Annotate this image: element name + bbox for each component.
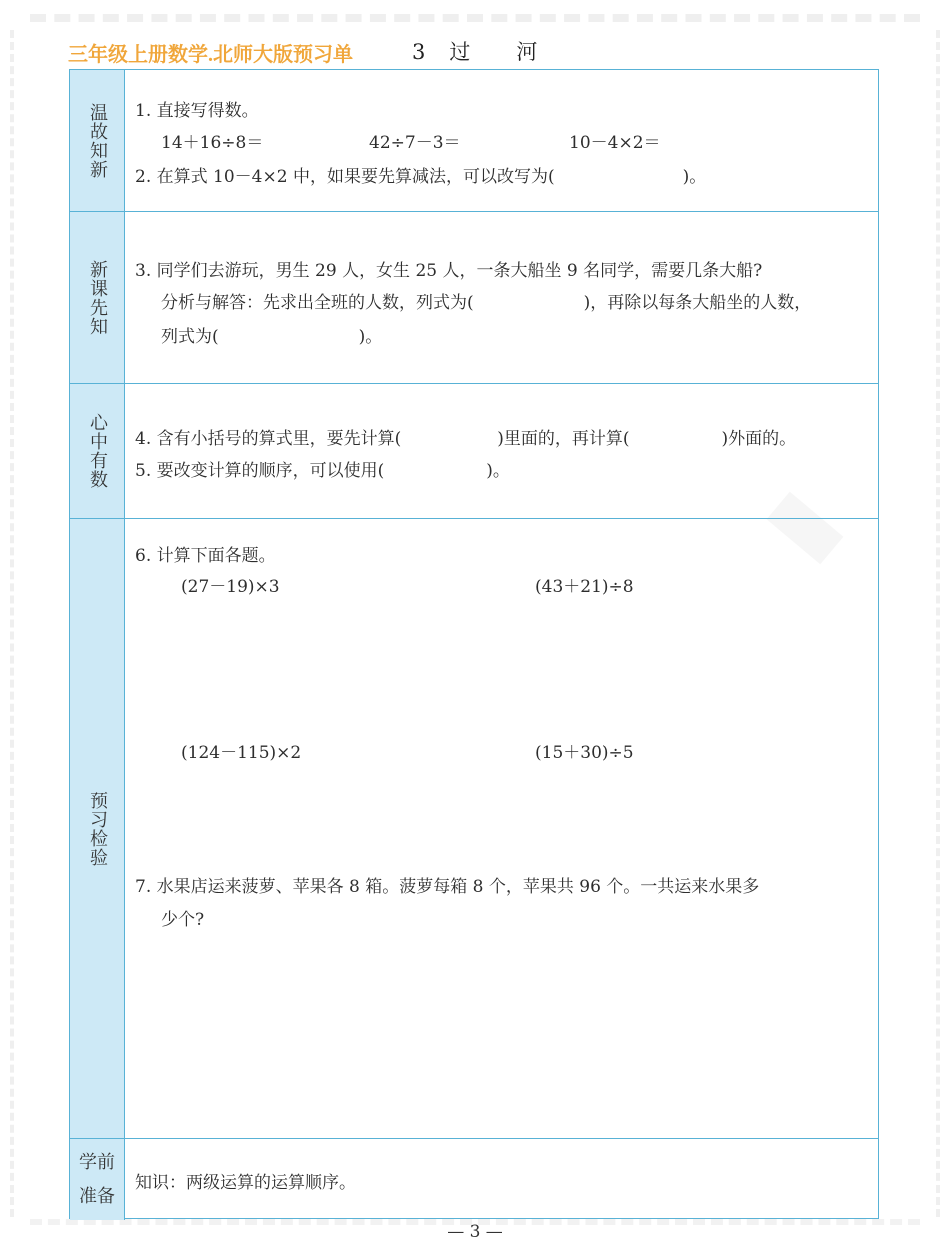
section-key-points [70,384,878,519]
question-5 [135,456,510,481]
question-3-text-c: 列式为( [161,327,219,347]
question-3-text-d: )。 [358,327,383,347]
question-6-title: 6. 计算下面各题。 [135,546,276,566]
lesson-title-char-1: 过 [449,40,473,64]
section-label-top: 学前 [79,1151,115,1173]
question-4-text-c: )外面的。 [721,429,797,449]
worksheet-table [69,69,879,1219]
question-2 [135,162,706,187]
question-4-text-a: 4. 含有小括号的算式里，要先计算( [135,429,402,449]
section-content [125,70,878,211]
section-label [70,1139,125,1220]
question-2-close: )。 [682,167,707,187]
section-new-lesson [70,212,878,384]
section-label-text: 温故知新 [87,102,108,179]
question-1-expr-b: 42÷7－3＝ [369,133,461,153]
question-7-line-2: 少个? [161,910,205,930]
lesson-number: 3 [412,40,428,64]
section-label-text: 新课先知 [87,259,108,336]
question-6-expr-d: (15＋30)÷5 [535,743,634,763]
section-content [125,384,878,518]
question-3-line-2 [161,288,811,313]
section-label [70,519,125,1138]
question-4-text-b: )里面的，再计算( [497,429,630,449]
section-content [125,1139,878,1220]
question-3-line-1: 3. 同学们去游玩，男生 29 人，女生 25 人，一条大船坐 9 名同学，需要几条大船? [135,261,763,281]
section-label [70,384,125,518]
section-review [70,70,878,212]
section-label-text: 心中有数 [87,413,108,489]
lesson-title-char-2: 河 [516,40,540,64]
question-1-expr-a: 14＋16÷8＝ [161,133,264,153]
question-3-text-b: )，再除以每条大船坐的人数， [583,293,812,313]
question-7-line-1: 7. 水果店运来菠萝、苹果各 8 箱。菠萝每箱 8 个，苹果共 96 个。一共运来水果多 [135,877,760,897]
section-preparation [70,1139,878,1220]
question-6-expr-a: (27－19)×3 [181,577,280,597]
page-border-left [10,30,14,1217]
question-5-text-b: )。 [486,461,510,481]
series-title: 三年级上册数学.北师大版预习单 [68,44,353,66]
section-label-text [79,1146,115,1214]
question-3-line-3 [161,322,382,347]
question-6-expr-b: (43＋21)÷8 [535,577,634,597]
section-content [125,212,878,383]
question-5-text-a: 5. 要改变计算的顺序，可以使用( [135,461,385,481]
page-border-top [30,14,920,22]
question-2-text: 2. 在算式 10－4×2 中，如果要先算减法，可以改写为( [135,167,555,187]
question-1-expr-c: 10－4×2＝ [569,133,661,153]
section-preview-check [70,519,878,1139]
question-6-expr-c: (124－115)×2 [181,743,302,763]
question-3-text-a: 分析与解答：先求出全班的人数，列式为( [161,293,474,313]
question-1-title: 1. 直接写得数。 [135,101,259,121]
section-label-text: 预习检验 [87,790,108,867]
section-label [70,70,125,211]
section-label [70,212,125,383]
page-border-right [936,30,940,1217]
section-content [125,519,878,1138]
section-label-bottom: 准备 [79,1185,115,1207]
knowledge-text: 知识：两级运算的运算顺序。 [135,1173,356,1193]
page-number: — 3 — [447,1222,503,1242]
lesson-title [412,36,539,66]
question-4 [135,424,796,449]
